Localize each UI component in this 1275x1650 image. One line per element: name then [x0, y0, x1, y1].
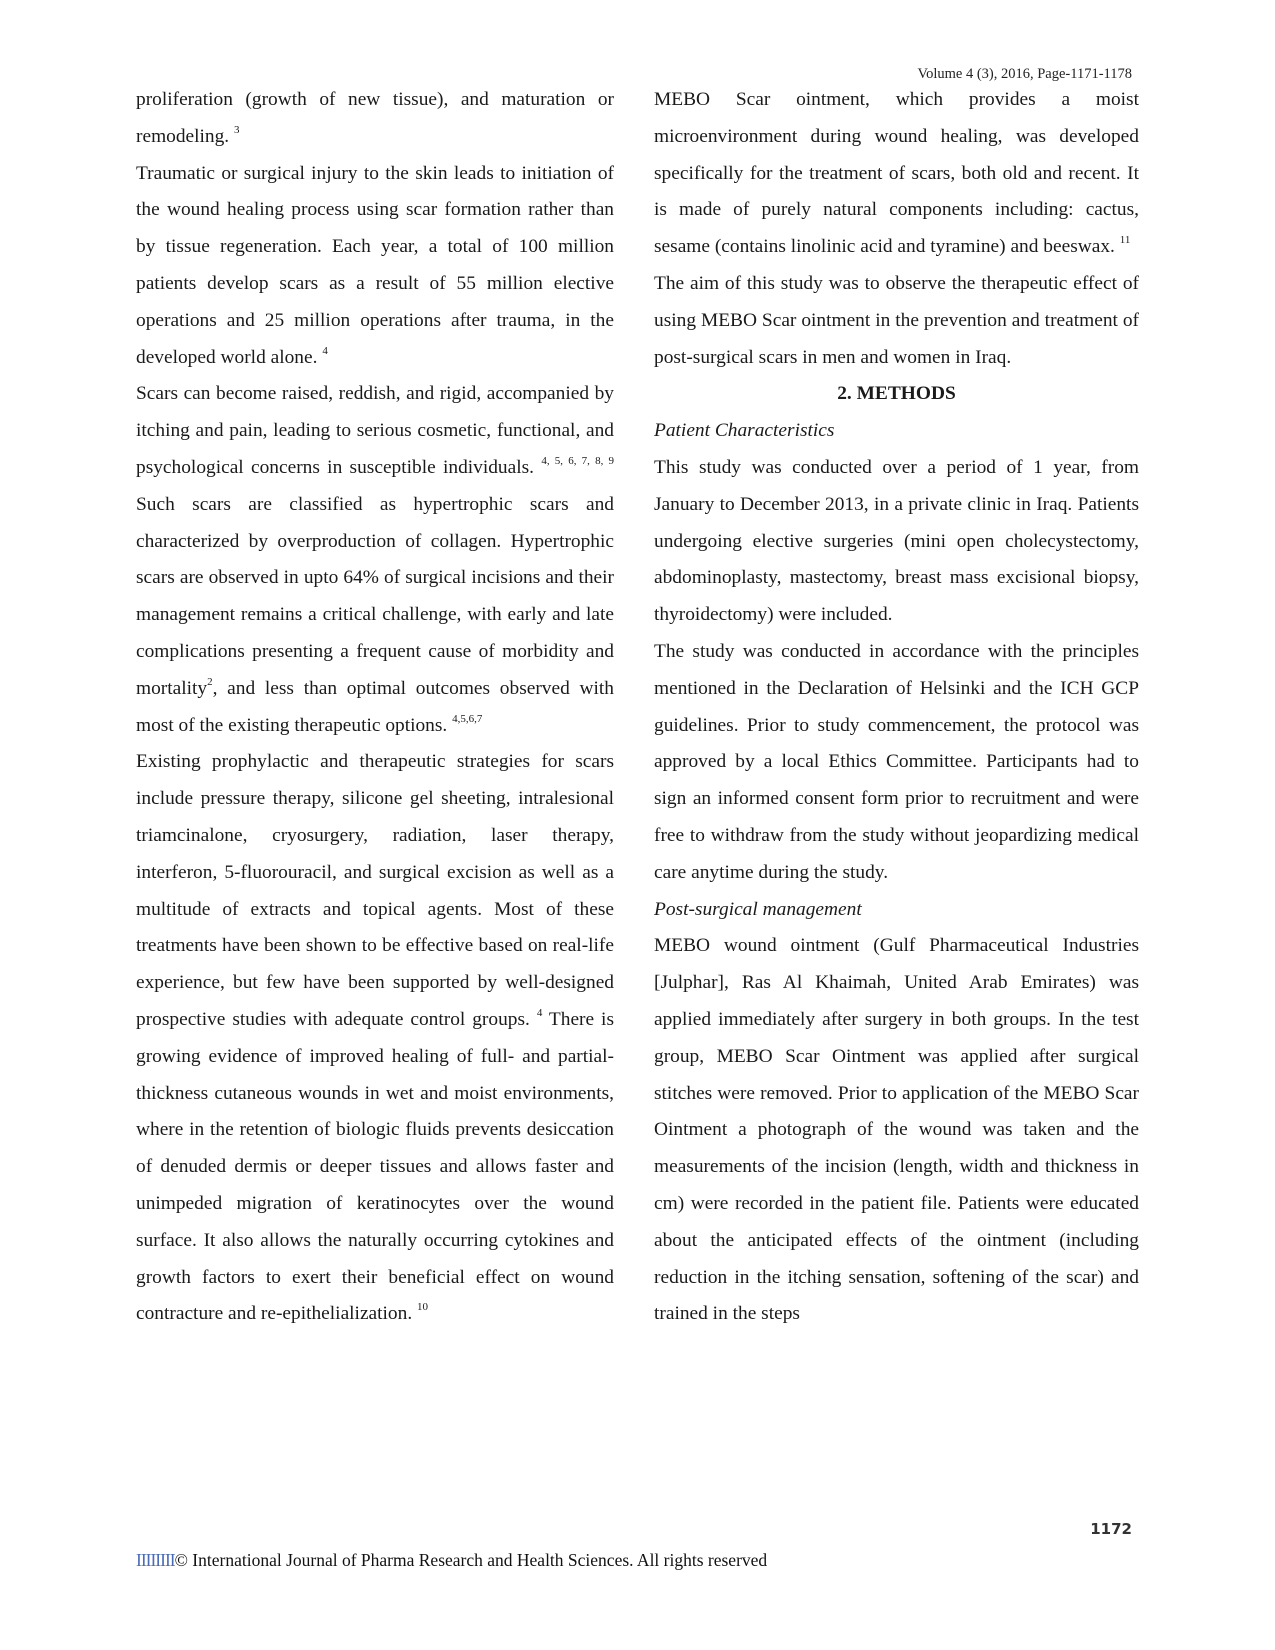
paragraph-text: , and less than optimal outcomes observed with most of the existing therapeutic options.: [136, 677, 614, 736]
left-column: [136, 82, 614, 1333]
reference-superscript: 3: [234, 123, 240, 136]
reference-superscript: 10: [417, 1301, 429, 1314]
reference-superscript: 4, 5, 6, 7, 8, 9: [541, 454, 614, 467]
paragraph: [136, 156, 614, 377]
subheading-post-surgical-management: Post-surgical management: [654, 898, 862, 920]
paragraph: [136, 82, 614, 156]
paragraph-text: proliferation (growth of new tissue), and maturation or remodeling.: [136, 89, 614, 147]
reference-superscript: 4: [322, 344, 328, 357]
paragraph-text: MEBO Scar ointment, which provides a moist microenvironment during wound healing, was developed specifically for the treatment of scars, both old and recent. It is made of purely natural components including: cactus, sesame (contains linolinic acid and tyramine) and beeswax.: [654, 89, 1139, 258]
reference-superscript: 4,5,6,7: [452, 712, 483, 725]
paragraph-text: There is growing evidence of improved healing of full- and partial-thickness cutaneous wounds in wet and moist environments, where in the retention of biologic fluids prevents desiccation of denuded dermis or deeper tissues and allows faster and unimpeded migration of keratinocytes over the wound surface. It also allows the naturally occurring cytokines and growth factors to exert their beneficial effect on wound contracture and re-epithelialization.: [136, 1008, 614, 1325]
section-heading-methods: 2. METHODS: [837, 383, 956, 405]
paragraph: [136, 376, 614, 744]
journal-citation-header: Volume 4 (3), 2016, Page-1171-1178: [917, 66, 1132, 82]
paragraph: [654, 82, 1139, 266]
paragraph-text: Scars can become raised, reddish, and rigid, accompanied by itching and pain, leading to serious cosmetic, functional, and psychological concerns in susceptible individuals.: [136, 383, 614, 478]
footer-decoration-mark: IIIIIIII: [136, 1550, 175, 1570]
paragraph-text: Traumatic or surgical injury to the skin leads to initiation of the wound healing process using scar formation rather than by tissue regeneration. Each year, a total of 100 million patients develop scars as a result of 55 million elective operations and 25 million operations after trauma, in the developed world alone.: [136, 162, 614, 368]
footer-copyright-text: © International Journal of Pharma Research and Health Sciences. All rights reserved: [174, 1550, 768, 1570]
paragraph: This study was conducted over a period of 1 year, from January to December 2013, in a private clinic in Iraq. Patients undergoing elective surgeries (mini open cholecystectomy, abdominoplasty, mastectomy, breast mass excisional biopsy, thyroidectomy) were included.: [654, 456, 1139, 626]
paragraph: MEBO wound ointment (Gulf Pharmaceutical Industries [Julphar], Ras Al Khaimah, United Arab Emirates) was applied immediately after surgery in both groups. In the test group, MEBO Scar Ointment was applied after surgical stitches were removed. Prior to application of the MEBO Scar Ointment a photograph of the wound was taken and the measurements of the incision (length, width and thickness in cm) were recorded in the patient file. Patients were educated about the anticipated effects of the ointment (including reduction in the itching sensation, softening of the scar) and trained in the steps: [654, 935, 1139, 1325]
copyright-footer: [136, 1550, 767, 1571]
paragraph: The aim of this study was to observe the therapeutic effect of using MEBO Scar ointment in the prevention and treatment of post-surgical scars in men and women in Iraq.: [654, 272, 1139, 368]
paragraph: The study was conducted in accordance with the principles mentioned in the Declaration of Helsinki and the ICH GCP guidelines. Prior to study commencement, the protocol was approved by a local Ethics Committee. Participants had to sign an informed consent form prior to recruitment and were free to withdraw from the study without jeopardizing medical care anytime during the study.: [654, 640, 1139, 883]
reference-superscript: 11: [1119, 234, 1131, 247]
reference-superscript: 2: [207, 675, 213, 688]
page-number: 1172: [1090, 1520, 1132, 1538]
right-column: [654, 82, 1139, 1333]
paragraph-text: Existing prophylactic and therapeutic strategies for scars include pressure therapy, silicone gel sheeting, intralesional triamcinalone, cryosurgery, radiation, laser therapy, interferon, 5-fluorouracil, and surgical excision as well as a multitude of extracts and topical agents. Most of these treatments have been shown to be effective based on real-life experience, but few have been supported by well-designed prospective studies with adequate control groups.: [136, 751, 614, 1030]
paragraph: [136, 744, 614, 1333]
reference-superscript: 4: [536, 1006, 543, 1019]
paragraph-text: Such scars are classified as hypertrophic scars and characterized by overproduction of collagen. Hypertrophic scars are observed in upto 64% of surgical incisions and their management remains a critical challenge, with early and late complications presenting a frequent cause of morbidity and mortality: [136, 493, 614, 699]
subheading-patient-characteristics: Patient Characteristics: [654, 420, 835, 442]
